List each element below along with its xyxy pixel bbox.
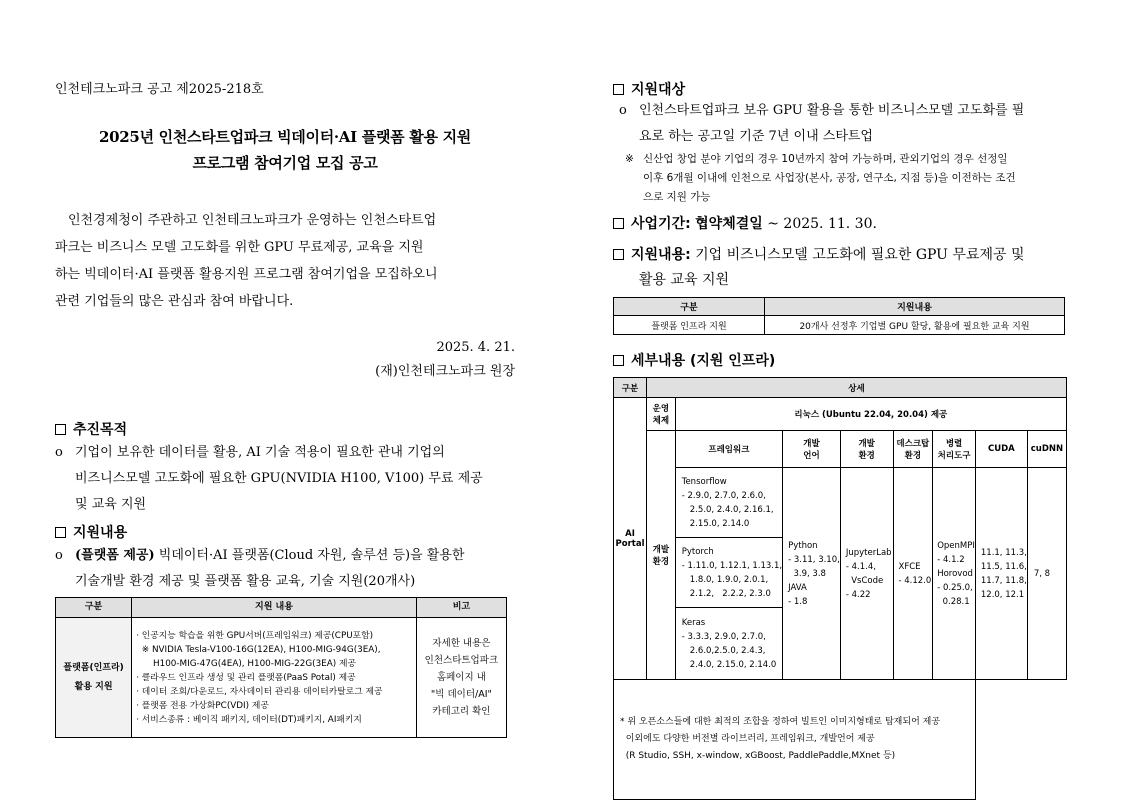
infra-footnote: * 위 오픈소스들에 대한 최적의 조합을 정하여 빌트인 이미지형태로 탑재되어 제공 이외에도 다양한 버전별 라이브러리, 프레임워크, 개발언어 제공 (R Studio, SSH, x-window, xGBoost, PaddlePaddle,MXnet 등): [614, 680, 976, 800]
detail-heading: 세부내용 (지원 인프라): [613, 350, 775, 370]
notice-number: 인천테크노파크 공고 제2025-218호: [55, 82, 264, 97]
intro-line: 파크는 비즈니스 모델 고도화를 위한 GPU 무료제공, 교육을 지원: [55, 240, 424, 255]
checkbox-square-icon: [613, 355, 624, 366]
dev-lang-values: Python - 3.11, 3.10, 3.9, 3.8 JAVA - 1.8: [783, 468, 841, 680]
env-label: 개발 환경: [647, 431, 676, 680]
support-line: 기술개발 환경 제공 및 플랫폼 활용 교육, 기술 지원(20개사): [75, 574, 416, 589]
content-line: 지원내용: 기업 비즈니스모델 고도화에 필요한 GPU 무료제공 및: [613, 244, 1025, 264]
col-dev-lang: 개발 언어: [783, 431, 841, 468]
intro-paragraph: [55, 207, 515, 315]
purpose-line: 비즈니스모델 고도화에 필요한 GPU(NVIDIA H100, V100) 무료 제공: [75, 471, 483, 486]
framework-tensorflow: Tensorflow - 2.9.0, 2.7.0, 2.6.0, 2.5.0, 2.4.0, 2.16.1, 2.15.0, 2.14.0: [675, 468, 782, 538]
support-item: · 클라우드 인프라 생성 및 관리 플랫폼(PaaS Potal) 제공: [136, 672, 356, 683]
content-line2: 활용 교육 지원: [639, 272, 730, 288]
support-item: · 인공지능 학습을 위한 GPU서버(프레임워크) 제공(CPU포함): [136, 630, 374, 641]
support-item: H100-MIG-47G(4EA), H100-MIG-22G(3EA) 제공: [136, 658, 356, 669]
remark-cell: 자세한 내용은 인천스타트업파크 홈페이지 내 "빅 데이터/AI" 카테고리 확인: [416, 618, 506, 738]
target-note: ※ 신산업 창업 분야 기업의 경우 10년까지 참여 가능하며, 관외기업의 경우 선정일 이후 6개월 이내에 인천으로 사업장(본사, 공장, 연구소, 지점 등)을 이전하는 조건 으로 지원 가능: [625, 153, 1016, 203]
table-cell: 20개사 선정후 기업별 GPU 할당, 활용에 필요한 교육 지원: [765, 316, 1065, 335]
checkbox-square-icon: [613, 84, 624, 95]
purpose-bullet: o 기업이 보유한 데이터를 활용, AI 기술 적용이 필요한 관내 기업의 비즈니스모델 고도화에 필요한 GPU(NVIDIA H100, V100) 무료 제공 및 교육 지원: [55, 440, 515, 518]
ai-portal-cell: AI Portal: [614, 398, 647, 680]
os-label: 운영 체제: [647, 398, 676, 431]
col-framework: 프레임워크: [675, 431, 782, 468]
cudnn-values: 7, 8: [1027, 468, 1066, 680]
support-item: · 서비스종류 : 베이직 패키지, 데이터(DT)패키지, AI패키지: [136, 714, 362, 725]
col-dev-env: 개발 환경: [840, 431, 893, 468]
support-bullet: o (플랫폼 제공) 빅데이터·AI 플랫폼(Cloud 자원, 솔루션 등)을 활용한 기술개발 환경 제공 및 플랫폼 활용 교육, 기술 지원(20개사): [55, 543, 515, 595]
support-line: (플랫폼 제공) 빅데이터·AI 플랫폼(Cloud 자원, 솔루션 등)을 활용한: [75, 548, 465, 563]
content-table: [613, 297, 1065, 335]
purpose-heading: 추진목적: [55, 419, 127, 439]
page-title-line2: 프로그램 참여기업 모집 공고: [192, 154, 378, 172]
checkbox-square-icon: [55, 424, 66, 435]
table-header: 구분: [614, 298, 765, 316]
category-cell: 플랫폼(인프라) 활용 지원: [56, 618, 132, 738]
purpose-line: 및 교육 지원: [75, 497, 147, 512]
intro-line: 하는 빅데이터·AI 플랫폼 활용지원 프로그램 참여기업을 모집하오니: [55, 267, 438, 282]
os-value: 리눅스 (Ubuntu 22.04, 20.04) 제공: [675, 398, 1066, 431]
checkbox-square-icon: [613, 249, 624, 260]
support-item: · 데이터 조회/다운로드, 자사데이터 관리용 데이터카탈로그 제공: [136, 686, 383, 697]
parallel-values: OpenMPI - 4.1.2 Horovod - 0.25.0, 0.28.1: [933, 468, 976, 680]
support-items-cell: [132, 618, 417, 738]
infra-table: [613, 377, 1067, 800]
target-heading: 지원대상: [613, 79, 685, 99]
intro-line: 인천경제청이 주관하고 인천테크노파크가 운영하는 인천스타트업: [68, 213, 437, 228]
col-cuda: CUDA: [975, 431, 1027, 468]
purpose-line: 기업이 보유한 데이터를 활용, AI 기술 적용이 필요한 관내 기업의: [75, 445, 445, 460]
table-header: 지원내용: [765, 298, 1065, 316]
framework-pytorch: Pytorch - 1.11.0, 1.12.1, 1.13.1, 1.8.0, 1.9.0, 2.0.1, 2.1.2, 2.2.2, 2.3.0: [675, 538, 782, 608]
announcement-date: 2025. 4. 21.: [436, 340, 515, 355]
table-header: 비고: [416, 598, 506, 618]
platform-label: (플랫폼 제공): [75, 548, 155, 563]
col-parallel: 병렬 처리도구: [933, 431, 976, 468]
checkbox-square-icon: [613, 218, 624, 229]
col-cudnn: cuDNN: [1027, 431, 1066, 468]
intro-line: 관련 기업들의 많은 관심과 참여 바랍니다.: [55, 294, 294, 309]
framework-keras: Keras - 3.3.3, 2.9.0, 2.7.0, 2.6.0,2.5.0, 2.4.3, 2.4.0, 2.15.0, 2.14.0: [675, 608, 782, 680]
cuda-values: 11.1, 11.3, 11.5, 11.6, 11.7, 11.8, 12.0, 12.1: [975, 468, 1027, 680]
page-title-line1: 2025년 인천스타트업파크 빅데이터·AI 플랫폼 활용 지원: [99, 128, 471, 146]
issuer: (재)인천테크노파크 원장: [375, 364, 515, 379]
period-line: 사업기간: 협약체결일 ~ 2025. 11. 30.: [613, 213, 877, 233]
support-table: [55, 597, 507, 738]
support-heading: 지원내용: [55, 522, 127, 542]
dev-env-values: JupyterLab - 4.1.4, VsCode - 4.22: [840, 468, 893, 680]
target-bullet: o 인천스타트업파크 보유 GPU 활용을 통한 비즈니스모델 고도화를 필 요로 하는 공고일 기준 7년 이내 스타트업: [613, 98, 1068, 150]
support-item: · 플랫폼 전용 가상화PC(VDI) 제공: [136, 700, 269, 711]
table-cell: 플랫폼 인프라 지원: [614, 316, 765, 335]
table-header: 지원 내용: [132, 598, 417, 618]
target-line: 요로 하는 공고일 기준 7년 이내 스타트업: [639, 129, 873, 144]
table-header: 구분: [614, 378, 647, 398]
desktop-values: XFCE - 4.12.0: [893, 468, 933, 680]
col-desktop: 데스크탑 환경: [893, 431, 933, 468]
support-item: ※ NVIDIA Tesla-V100-16G(12EA), H100-MIG-94G(3EA),: [136, 644, 381, 655]
table-header: 구분: [56, 598, 132, 618]
checkbox-square-icon: [55, 527, 66, 538]
target-line: 인천스타트업파크 보유 GPU 활용을 통한 비즈니스모델 고도화를 필: [639, 103, 1025, 118]
table-header: 상세: [647, 378, 1067, 398]
